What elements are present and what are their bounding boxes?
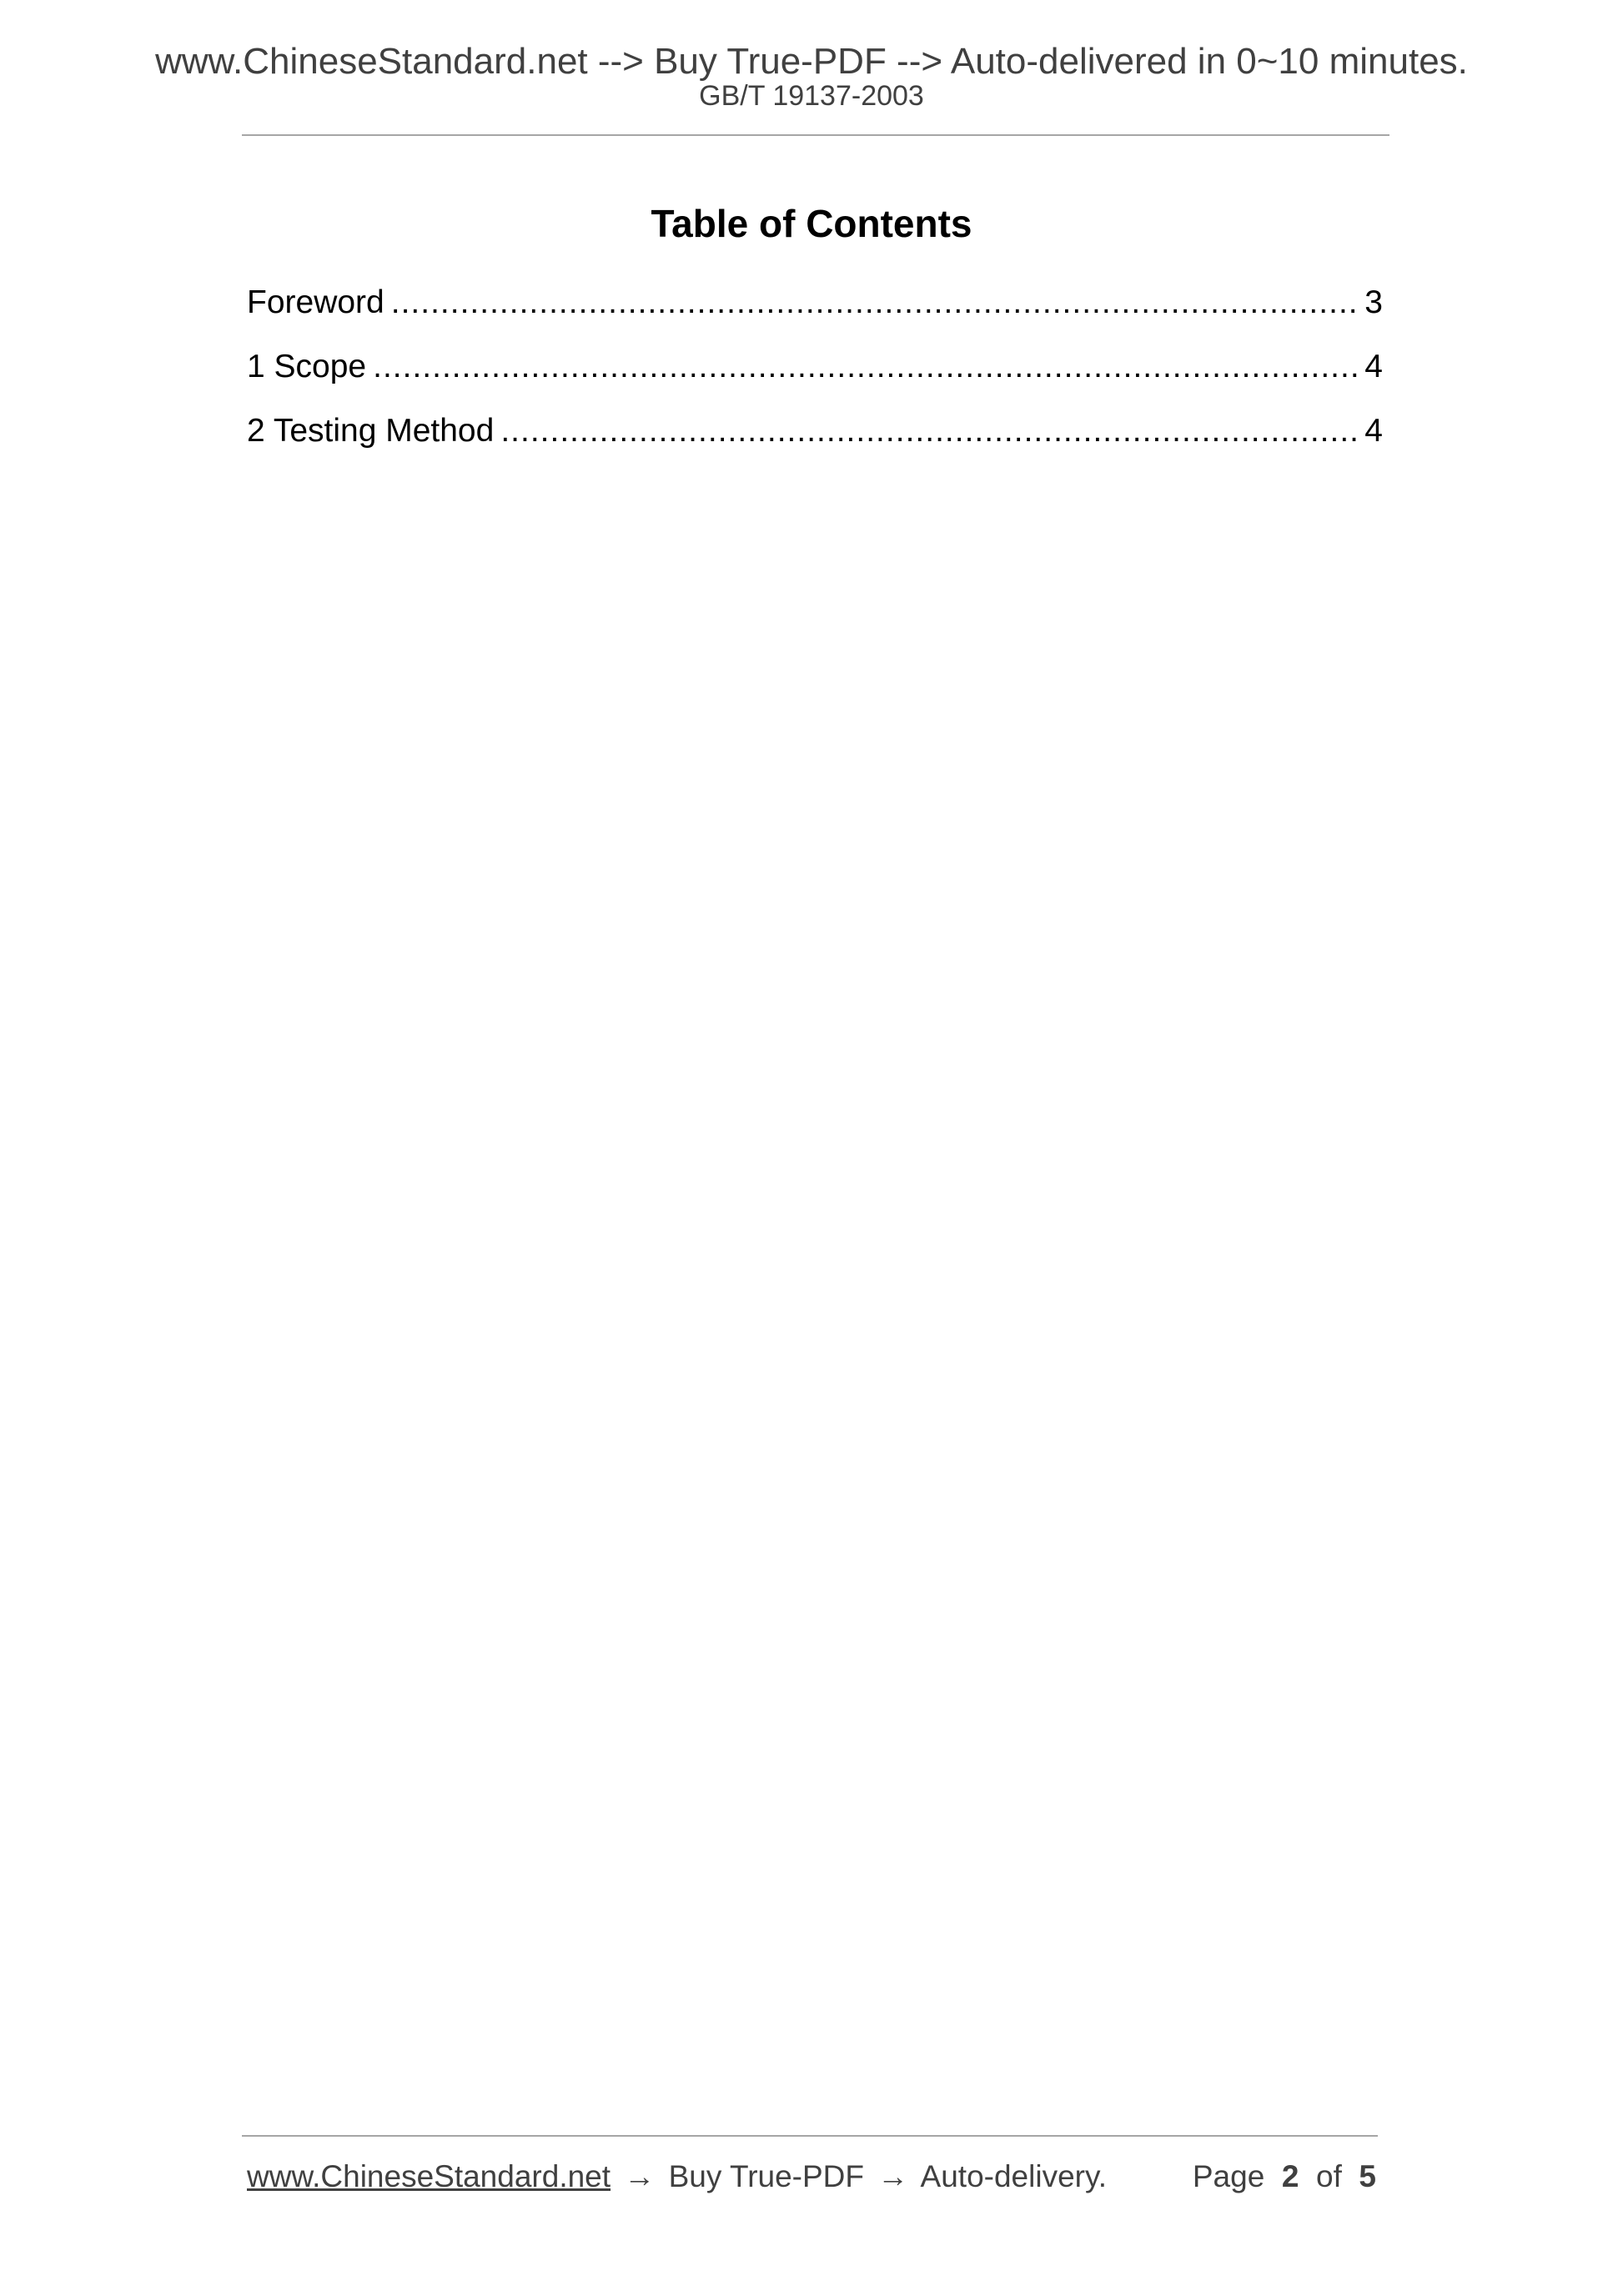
footer-delivery-text: Auto-delivery. xyxy=(920,2159,1108,2193)
page-footer xyxy=(247,2158,1376,2195)
site-banner: www.ChineseStandard.net --> Buy True-PDF --> Auto-delivered in 0~10 minutes. xyxy=(155,41,1468,82)
toc-entry-label: 1 Scope xyxy=(247,349,367,384)
of-word: of xyxy=(1316,2159,1342,2193)
footer-site-link[interactable]: www.ChineseStandard.net xyxy=(247,2159,611,2193)
page-word: Page xyxy=(1192,2159,1265,2193)
total-pages-number: 5 xyxy=(1359,2159,1376,2193)
toc-entry-scope[interactable] xyxy=(247,346,1383,410)
arrow-right-icon: → xyxy=(624,2159,656,2193)
toc-entry-testing-method[interactable] xyxy=(247,410,1383,475)
toc-dot-leader xyxy=(500,410,1358,452)
current-page-number: 2 xyxy=(1281,2159,1299,2193)
toc-entry-page: 4 xyxy=(1364,349,1383,384)
toc-entry-page: 3 xyxy=(1364,284,1383,320)
toc-entry-foreword[interactable] xyxy=(247,282,1383,346)
footer-buy-text: Buy True-PDF xyxy=(668,2159,865,2193)
toc-entry-label: Foreword xyxy=(247,284,384,320)
toc-dot-leader xyxy=(373,346,1358,388)
header-divider xyxy=(242,134,1389,136)
table-of-contents xyxy=(247,282,1383,475)
page-indicator xyxy=(1193,2158,1376,2195)
toc-title: Table of Contents xyxy=(651,202,972,245)
toc-dot-leader xyxy=(391,282,1359,324)
arrow-right-icon: → xyxy=(877,2159,909,2193)
standard-code: GB/T 19137-2003 xyxy=(699,80,924,112)
toc-entry-label: 2 Testing Method xyxy=(247,413,495,449)
footer-divider xyxy=(242,2135,1378,2137)
toc-entry-page: 4 xyxy=(1364,413,1383,449)
